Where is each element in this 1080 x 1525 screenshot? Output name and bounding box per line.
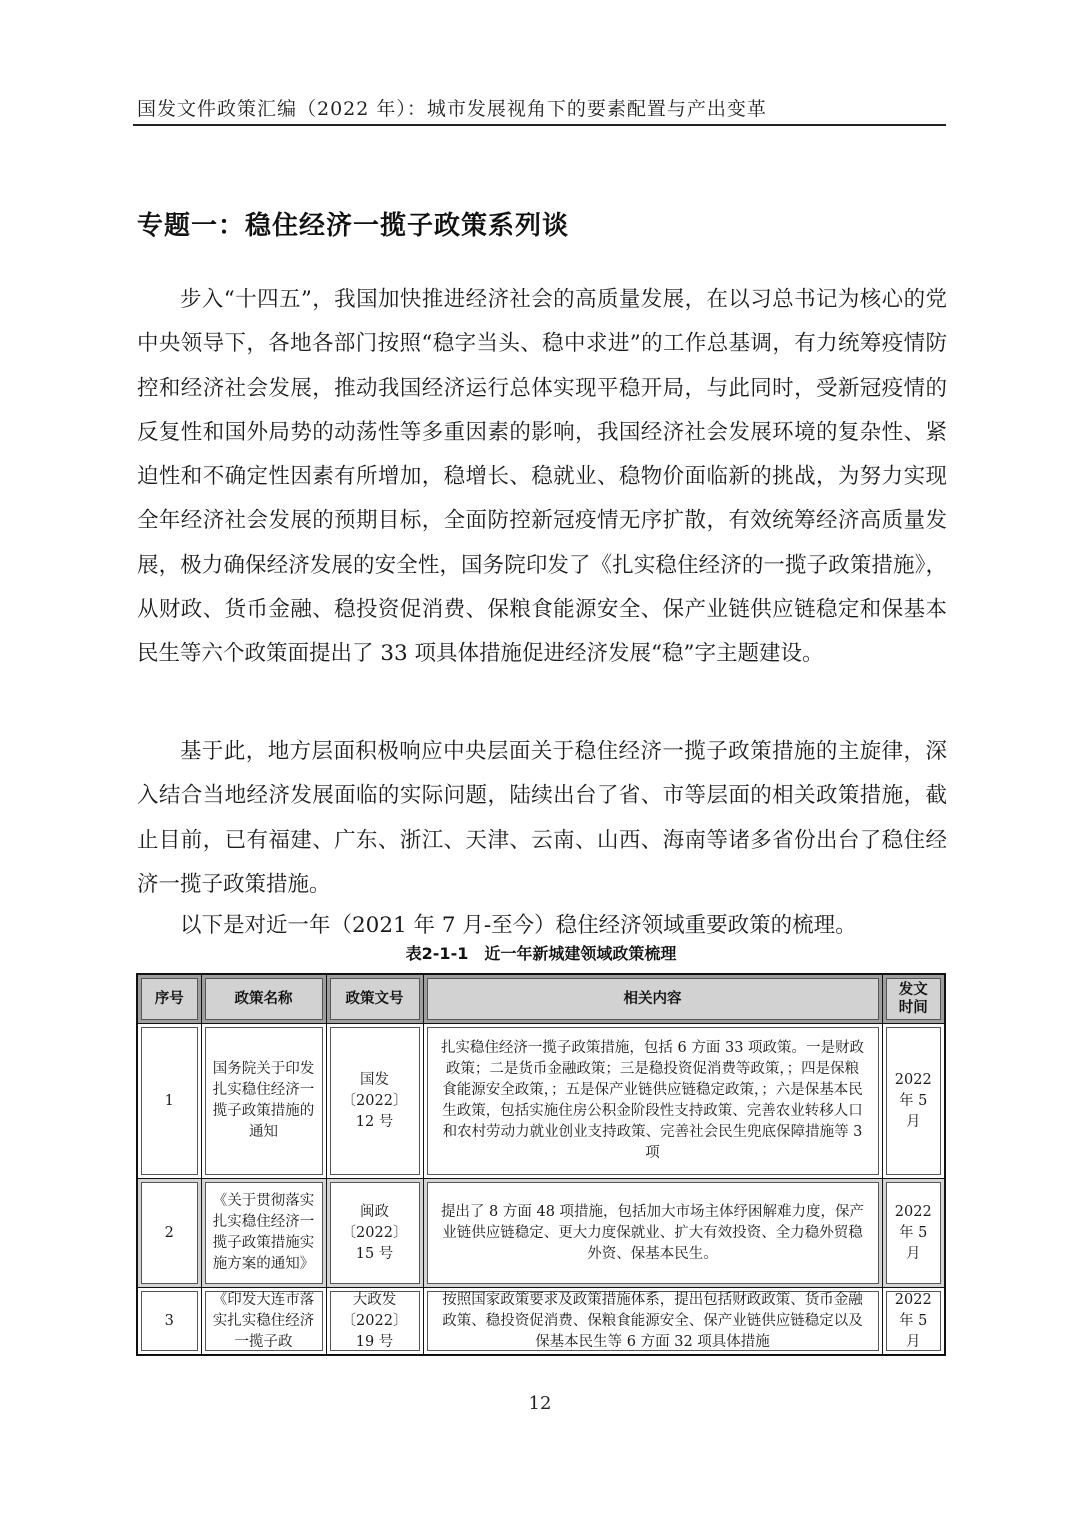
row-index: 1 <box>141 1027 198 1175</box>
intro-paragraph: 步入“十四五”，我国加快推进经济社会的高质量发展，在以习总书记为核心的党中央领导下，各地各部门按照“稳字当头、稳中求进”的工作总基调，有力统筹疫情防控和经济社会发展，推动我国经济运行总体实现平稳开局，与此同时，受新冠疫情的反复性和国外局势的动荡性等多重因素的影响，我国经济社会发展环境的复杂性、紧迫性和不确定性因素有所增加，稳增长、稳就业、稳物价面临新的挑战，为努力实现全年经济社会发展的预期目标，全面防控新冠疫情无序扩散，有效统筹经济高质量发展，极力确保经济发展的安全性，国务院印发了《扎实稳住经济的一揽子政策措施》，从财政、货币金融、稳投资促消费、保粮食能源安全、保产业链供应链稳定和保基本民生等六个政策面提出了 33 项具体措施促进经济发展“稳”字主题建设。 <box>137 287 947 667</box>
row-date: 2022 年 5 月 <box>886 1182 942 1284</box>
header-cell <box>882 974 945 1024</box>
header-rule <box>133 124 946 126</box>
row-doc-number: 国发〔2022〕12 号 <box>330 1027 420 1175</box>
table-caption: 表2-1-1 近一年新城建领域政策梳理 <box>405 944 677 963</box>
row-content: 扎实稳住经济一揽子政策措施，包括 6 方面 33 项政策。一是财政政策；二是货币金融政策；三是稳投资促消费等政策，；四是保粮食能源安全政策，；五是保产业链供应链稳定政策，；六是保基本民生政策，包括实施住房公积金阶段性支持政策、完善农业转移人口和农村劳动力就业创业支持政策、完善社会民生兜底保障措施等 3 项 <box>427 1027 879 1175</box>
header-doc-number: 政策文号 <box>330 978 420 1020</box>
table-header-row <box>137 974 945 1024</box>
row-index: 2 <box>141 1182 198 1284</box>
local-response-paragraph: 基于此，地方层面积极响应中央层面关于稳住经济一揽子政策措施的主旋律，深入结合当地经济发展面临的实际问题，陆续出台了省、市等层面的相关政策措施，截止目前，已有福建、广东、浙江、天津、云南、山西、海南等诸多省份出台了稳住经济一揽子政策措施。 <box>137 739 947 897</box>
row-policy-name: 国务院关于印发扎实稳住经济一揽子政策措施的通知 <box>205 1027 323 1175</box>
table-intro-paragraph: 以下是对近一年（2021 年 7 月-至今）稳住经济领域重要政策的梳理。 <box>180 913 857 938</box>
row-policy-name: 《关于贯彻落实扎实稳住经济一揽子政策措施实施方案的通知》 <box>205 1182 323 1284</box>
row-date: 2022 年 5 月 <box>886 1291 942 1351</box>
row-content: 提出了 8 方面 48 项措施，包括加大市场主体纾困解难力度，保产业链供应链稳定、更大力度保就业、扩大有效投资、全力稳外贸稳外资、保基本民生。 <box>427 1182 879 1284</box>
header-cell <box>423 974 882 1024</box>
header-cell <box>326 974 423 1024</box>
header-index: 序号 <box>141 978 198 1020</box>
header-cell <box>201 974 326 1024</box>
row-content: 按照国家政策要求及政策措施体系，提出包括财政政策、货币金融政策、稳投资促消费、保粮食能源安全、保产业链供应链稳定以及保基本民生等 6 方面 32 项具体措施 <box>427 1291 879 1351</box>
row-doc-number: 闽政〔2022〕15 号 <box>330 1182 420 1284</box>
header-policy-name: 政策名称 <box>205 978 323 1020</box>
row-policy-name: 《印发大连市落实扎实稳住经济一揽子政 <box>205 1291 323 1351</box>
header-content: 相关内容 <box>427 978 879 1020</box>
running-header: 国发文件政策汇编（2022 年）：城市发展视角下的要素配置与产出变革 <box>137 98 767 120</box>
row-index: 3 <box>141 1291 198 1351</box>
row-date: 2022 年 5 月 <box>886 1027 942 1175</box>
table-row <box>137 1024 945 1179</box>
table-row <box>137 1288 945 1356</box>
page-number: 12 <box>528 1393 552 1414</box>
section-title: 专题一：稳住经济一揽子政策系列谈 <box>137 211 570 241</box>
row-doc-number: 大政发〔2022〕19 号 <box>330 1291 420 1351</box>
header-date: 发文时间 <box>886 978 942 1020</box>
table-row <box>137 1179 945 1288</box>
header-cell <box>137 974 201 1024</box>
policy-table <box>136 973 946 1356</box>
